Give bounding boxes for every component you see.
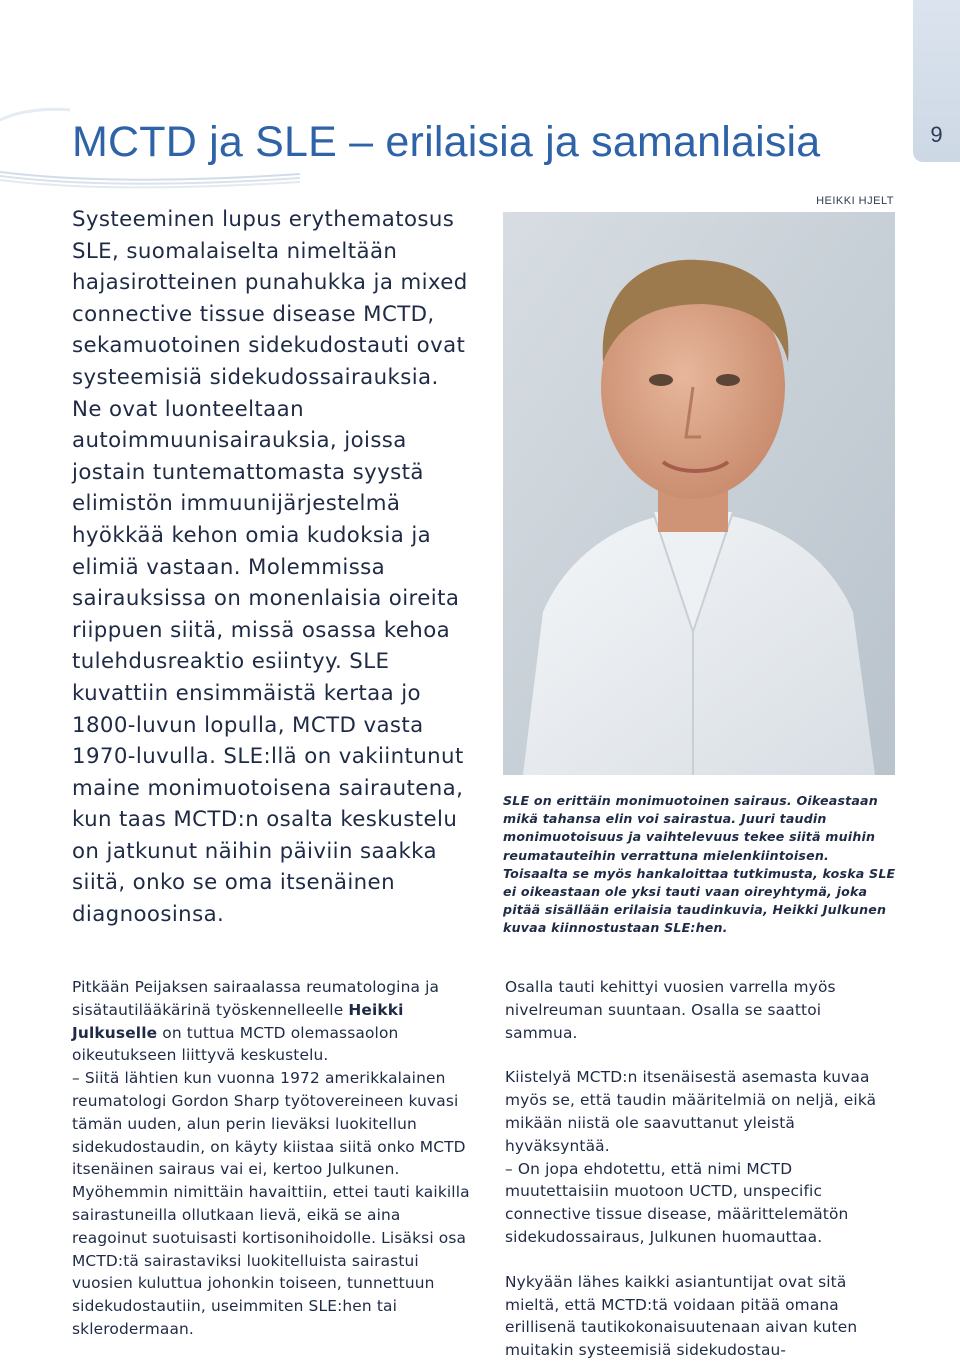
right-paragraph-1: Osalla tauti kehittyi vuosien varrella myös nivelreuman suuntaan. Osalla se saattoi sammua. [505, 978, 836, 1042]
page-number: 9 [930, 122, 943, 147]
right-paragraph-2: Kiistelyä MCTD:n itsenäisestä asemasta kuvaa myös se, että taudin määritelmiä on neljä, eikä mikään niistä ole saavuttanut yleistä hyväksyntää. [505, 1068, 877, 1155]
article-column-left [72, 976, 472, 1341]
interviewee-name: Heikki Julkuselle [72, 1000, 404, 1042]
photo-credit: HEIKKI HJELT [816, 195, 894, 207]
article-column-right [505, 976, 895, 1362]
photo-caption: SLE on erittäin monimuotoinen sairaus. Oikeastaan mikä tahansa elin voi sairastua. Juuri taudin monimuotoisuus ja vaihtelevuus tekee siitä muihin reumatauteihin verrattuna mielenkiintoisen. Toisaalta se myös hankaloittaa tutkimusta, koska SLE ei oikeastaan ole yksi tauti vaan oireyhtymä, joka pitää sisällään erilaisia taudinkuvia, Heikki Julkunen kuvaa kiinnostustaan SLE:hen. [503, 793, 896, 936]
left-paragraph-1 [72, 976, 472, 1067]
left-paragraph-2: – Siitä lähtien kun vuonna 1972 amerikkalainen reumatologi Gordon Sharp työtovereineen kuvasi tämän uuden, alun perin lieväksi luokitellun sidekudostaudin, on käyty kiistaa siitä onko MCTD itsenäinen sairaus vai ei, kertoo Julkunen. Myöhemmin nimittäin havaittiin, ettei tauti kaikilla sairastuneilla ollutkaan lievä, eikä se aina reagoinut suotuisasti kortisonihoidolle. Lisäksi osa MCTD:tä sairastaviksi luokitelluista sairastui vuosien kuluttua johonkin toiseen, tunnettuun sidekudostautiin, useimmiten SLE:hen tai sklerodermaan. [72, 1069, 470, 1338]
left-paragraph-1-text-end: on tuttua MCTD olemassaolon oikeutukseen liittyvä keskustelu. [72, 1023, 399, 1065]
right-paragraph-3: – On jopa ehdotettu, että nimi MCTD muutettaisiin muotoon UCTD, unspecific connective tissue disease, määrittelemätön sidekudossairaus, Julkunen huomauttaa. [505, 1159, 849, 1246]
right-paragraph-4: Nykyään lähes kaikki asiantuntijat ovat sitä mieltä, että MCTD:tä voidaan pitää omana erillisenä tautikokonaisuutenaan aivan kuten muitakin systeemisiä sidekudostau- [505, 1272, 858, 1360]
page-title: MCTD ja SLE – erilaisia ja samanlaisia [72, 118, 821, 166]
portrait-photo [503, 212, 895, 775]
lead-paragraph: Systeeminen lupus erythematosus SLE, suomalaiselta nimeltään hajasirotteinen punahukka ja mixed connective tissue disease MCTD, sekamuotoinen sidekudostauti ovat systeemisiä sidekudossairauksia. Ne ovat luonteeltaan autoimmuunisairauksia, joissa jostain tuntemattomasta syystä elimistön immuunijärjestelmä hyökkää kehon omia kudoksia ja elimiä vastaan. Molemmissa sairauksissa on monenlaisia oireita riippuen siitä, missä osassa kehoa tulehdusreaktio esiintyy. SLE kuvattiin ensimmäistä kertaa jo 1800-luvun lopulla, MCTD vasta 1970-luvulla. SLE:llä on vakiintunut maine monimuotoisena sairautena, kun taas MCTD:n osalta keskustelu on jatkunut näihin päiviin saakka siitä, onko se oma itsenäinen diagnoosinsa. [72, 207, 468, 928]
left-paragraph-1-text: Pitkään Peijaksen sairaalassa reumatologina ja sisätautilääkärinä työskennelleelle [72, 978, 440, 1019]
